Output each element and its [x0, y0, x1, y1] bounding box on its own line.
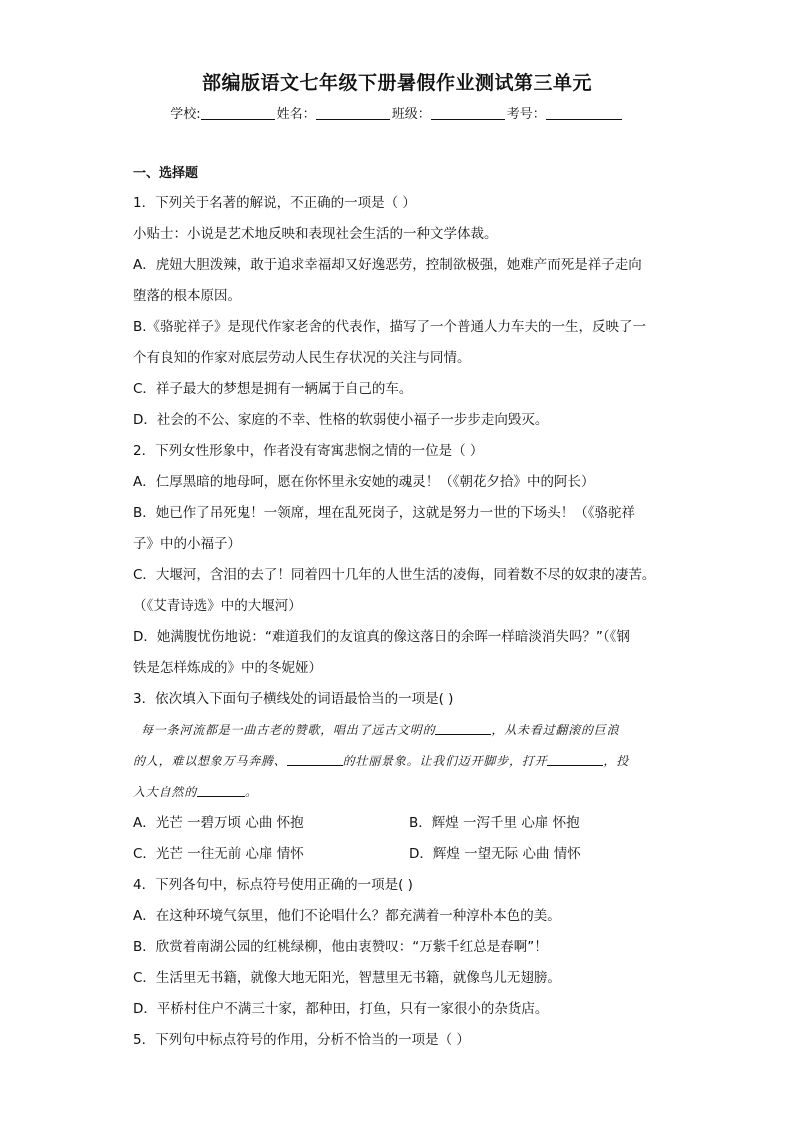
- fill-blank-2: [287, 752, 343, 766]
- question-1-option-a: A．虎妞大胆泼辣，敢于追求幸福却又好逸恶劳，控制欲极强，她难产而死是祥子走向: [133, 257, 642, 273]
- passage-text: ，从未看过翻滚的巨浪: [491, 723, 620, 737]
- question-1-option-b: B.《骆驼祥子》是现代作家老舍的代表作，描写了一个普通人力车夫的一生，反映了一: [133, 319, 647, 335]
- passage-text: 的壮丽景象。让我们迈开脚步，打开: [342, 754, 548, 768]
- question-2-option-b: B．她已作了吊死鬼！一领席，埋在乱死岗子，这就是努力一世的下场头！（《骆驼祥: [133, 505, 636, 521]
- school-blank: [201, 105, 275, 120]
- question-4-option-d: D．平桥村住户不满三十家，都种田，打鱼，只有一家很小的杂货店。: [133, 1001, 549, 1017]
- name-label: 姓名：: [276, 107, 316, 122]
- question-content: [133, 160, 678, 1056]
- section-heading: 一、选择题: [133, 166, 199, 181]
- question-3-option-b: B．辉煌 一泻千里 心扉 怀抱: [409, 815, 580, 831]
- question-2-option-a: A．仁厚黑暗的地母呵，愿在你怀里永安她的魂灵！（《朝花夕拾》中的阿长）: [133, 474, 595, 490]
- page-title: 部编版语文七年级下册暑假作业测试第三单元: [201, 72, 592, 94]
- question-4-stem: 4．下列各句中，标点符号使用正确的一项是( ): [133, 877, 413, 893]
- passage-text: 的人，难以想象万马奔腾、: [133, 754, 287, 768]
- class-blank: [431, 105, 505, 120]
- fill-blank-4: [197, 783, 245, 797]
- question-3-passage-line-2: [133, 746, 678, 777]
- passage-text: 每一条河流都是一曲古老的赞歌，唱出了远古文明的: [141, 723, 436, 737]
- exam-no-label: 考号：: [506, 107, 546, 122]
- question-3-stem: 3．依次填入下面句子横线处的词语最恰当的一项是( ): [133, 691, 454, 707]
- passage-text: ，投: [603, 754, 630, 768]
- question-2-option-c-cont: （《艾青诗选》中的大堰河）: [133, 598, 302, 614]
- question-3-options-row-2: [133, 839, 678, 870]
- passage-text: 。: [245, 785, 258, 799]
- student-info-row: [0, 103, 794, 122]
- question-1-tip: 小贴士：小说是艺术地反映和表现社会生活的一种文学体裁。: [133, 226, 498, 242]
- question-1-option-b-cont: 个有良知的作家对底层劳动人民生存状况的关注与同情。: [133, 350, 471, 366]
- question-5-stem: 5．下列句中标点符号的作用，分析不恰当的一项是（ ）: [133, 1032, 470, 1048]
- passage-text: 入大自然的: [133, 785, 198, 799]
- exam-no-blank: [546, 105, 622, 120]
- class-label: 班级：: [391, 107, 431, 122]
- question-3-option-d: D．辉煌 一望无际 心曲 情怀: [409, 846, 581, 862]
- question-4-option-b: B．欣赏着南湖公园的红桃绿柳，他由衷赞叹：“万紫千红总是春啊”！: [133, 939, 548, 955]
- question-4-option-a: A．在这种环境气氛里，他们不论唱什么？都充满着一种淳朴本色的美。: [133, 908, 561, 924]
- question-4-option-c: C．生活里无书籍，就像大地无阳光，智慧里无书籍，就像鸟儿无翅膀。: [133, 970, 561, 986]
- question-2-option-d: D．她满腹忧伤地说：“难道我们的友谊真的像这落日的余晖一样暗淡消失吗？”（《钢: [133, 629, 630, 645]
- question-2-stem: 2．下列女性形象中，作者没有寄寓悲悯之情的一位是（ ）: [133, 443, 484, 459]
- fill-blank-1: [435, 721, 491, 735]
- name-blank: [316, 105, 390, 120]
- question-1-option-d: D．社会的不公、家庭的不幸、性格的软弱使小福子一步步走向毁灭。: [133, 412, 549, 428]
- school-label: 学校:: [170, 107, 201, 122]
- question-3-options-row-1: [133, 808, 678, 839]
- question-1-option-a-cont: 堕落的根本原因。: [133, 288, 241, 304]
- fill-blank-3: [547, 752, 603, 766]
- question-3-option-a: A．光芒 一碧万顷 心曲 怀抱: [133, 815, 304, 831]
- question-3-passage-line-1: [133, 715, 678, 746]
- question-3-passage-line-3: [133, 777, 678, 808]
- question-2-option-d-cont: 铁是怎样炼成的》中的冬妮娅）: [133, 660, 322, 676]
- question-2-option-b-cont: 子》中的小福子）: [133, 536, 241, 552]
- question-2-option-c: C．大堰河，含泪的去了！同着四十几年的人世生活的凌侮，同着数不尽的奴隶的凄苦。: [133, 567, 656, 583]
- question-1-option-c: C．祥子最大的梦想是拥有一辆属于自己的车。: [133, 381, 413, 397]
- question-1-stem: 1．下列关于名著的解说，不正确的一项是（ ）: [133, 195, 416, 211]
- question-3-option-c: C．光芒 一往无前 心扉 情怀: [133, 846, 304, 862]
